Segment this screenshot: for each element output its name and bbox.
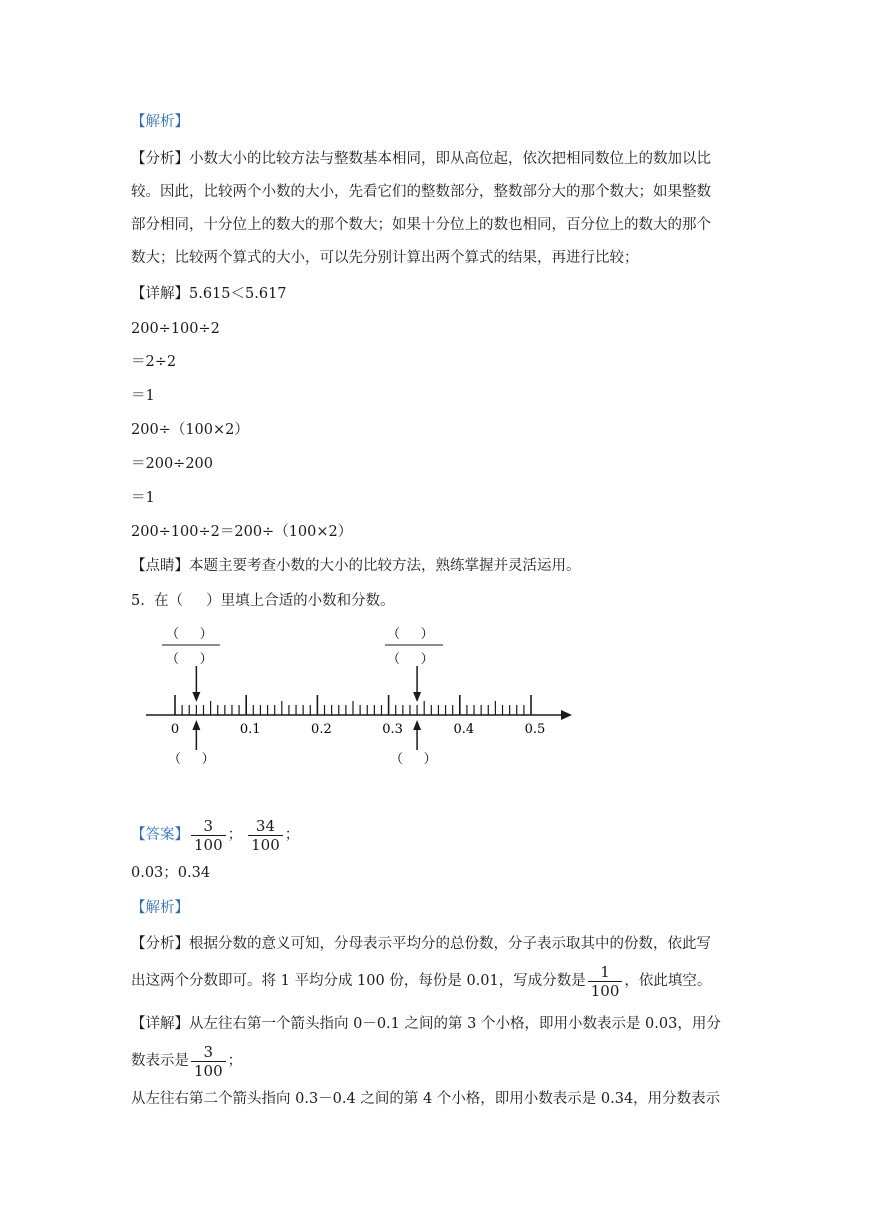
tick-label-0.3: 0.3 bbox=[382, 722, 403, 737]
answer-decimals: 0.03；0.34 bbox=[131, 865, 211, 881]
fenxi-text: 根据分数的意义可知，分母表示平均分的总份数，分子表示取其中的份数，依此写 bbox=[189, 936, 711, 952]
fenxi-line-4: 数大；比较两个算式的大小，可以先分别计算出两个算式的结果，再进行比较； bbox=[131, 250, 639, 266]
number-line-figure bbox=[140, 618, 580, 778]
jiexi-heading-2: 【解析】 bbox=[131, 900, 189, 916]
fenxi2-line-2 bbox=[131, 960, 741, 1002]
daan-label: 【答案】 bbox=[131, 827, 189, 843]
calc-step: ＝200÷200 bbox=[131, 456, 214, 472]
tick-label-0.5: 0.5 bbox=[524, 722, 546, 737]
fenxi-label: 【分析】 bbox=[131, 151, 189, 167]
calc-step: 200÷100÷2 bbox=[131, 321, 220, 337]
fraction-numerator: 3 bbox=[203, 816, 214, 835]
answer-fraction-2 bbox=[248, 817, 283, 854]
fraction-denominator: 100 bbox=[191, 1061, 226, 1080]
fenxi-text: 小数大小的比较方法与整数基本相同，即从高位起，依次把相同数位上的数加以比 bbox=[189, 151, 711, 167]
dianjing-line bbox=[131, 556, 741, 576]
answer-separator: ； bbox=[284, 827, 300, 843]
fraction-numerator: 3 bbox=[203, 1042, 214, 1061]
xiangjie-text: ； bbox=[227, 1053, 243, 1069]
xiangjie-label: 【详解】 bbox=[131, 286, 189, 302]
blank-denominator: （ ） bbox=[387, 652, 434, 667]
jiexi-heading: 【解析】 bbox=[131, 114, 189, 130]
blank-numerator: （ ） bbox=[166, 627, 213, 642]
fenxi-line-1 bbox=[131, 149, 741, 169]
answer-fraction-1 bbox=[191, 817, 226, 854]
fraction-numerator: 34 bbox=[255, 816, 275, 835]
calc-step: ＝1 bbox=[131, 490, 155, 506]
up-arrow-icon bbox=[413, 720, 421, 750]
xiangjie-text: 数表示是 bbox=[131, 1053, 189, 1069]
xiangjie-text: 从左往右第一个箭头指向 0－0.1 之间的第 3 个小格，即用小数表示是 0.03，用分 bbox=[189, 1016, 721, 1032]
fenxi-line-2: 较。因此，比较两个小数的大小，先看它们的整数部分，整数部分大的那个数大；如果整数 bbox=[131, 184, 711, 200]
fenxi-line-3: 部分相同，十分位上的数大的那个数大；如果十分位上的数也相同，百分位上的数大的那个 bbox=[131, 217, 711, 233]
tick-label-0.2: 0.2 bbox=[311, 722, 332, 737]
xiangjie-label: 【详解】 bbox=[131, 1016, 189, 1032]
xiangjie2-line-1 bbox=[131, 1014, 741, 1034]
axis-tick-labels bbox=[171, 722, 545, 737]
xiangjie-fraction bbox=[191, 1043, 226, 1080]
calc-step: ＝2÷2 bbox=[131, 354, 177, 370]
calc-step: ＝1 bbox=[131, 388, 155, 404]
fenxi-label: 【分析】 bbox=[131, 936, 189, 952]
tick-label-0.4: 0.4 bbox=[453, 722, 475, 737]
tick-label-0.1: 0.1 bbox=[239, 722, 261, 737]
fraction-numerator: 1 bbox=[600, 962, 610, 981]
fraction-blank-left bbox=[162, 627, 220, 667]
axis-arrow-icon bbox=[561, 710, 572, 720]
calc-conclusion: 200÷100÷2＝200÷（100×2） bbox=[131, 524, 353, 540]
answer-separator: ； bbox=[227, 827, 243, 843]
xiangjie2-line-2 bbox=[131, 1040, 741, 1082]
fraction-blank-right bbox=[385, 627, 443, 667]
fenxi-fraction bbox=[588, 963, 623, 1000]
pointer-arrows bbox=[192, 666, 421, 750]
xiangjie-line-1 bbox=[131, 284, 741, 304]
blank-numerator: （ ） bbox=[387, 627, 434, 642]
axis-ticks bbox=[175, 695, 531, 715]
tick-label-0: 0 bbox=[170, 722, 180, 737]
fraction-denominator: 100 bbox=[191, 835, 226, 854]
calc-step: 200÷（100×2） bbox=[131, 422, 249, 438]
answer-line bbox=[131, 814, 741, 856]
decimal-blank-left: （ ） bbox=[168, 752, 215, 767]
blank-denominator: （ ） bbox=[166, 652, 213, 667]
fenxi-text: 出这两个分数即可。将 1 平均分成 100 份，每份是 0.01，写成分数是 bbox=[131, 973, 586, 989]
question-5-text: 5. 在（ ）里填上合适的小数和分数。 bbox=[131, 593, 395, 609]
xiangjie2-line-3: 从左往右第二个箭头指向 0.3－0.4 之间的第 4 个小格，即用小数表示是 0.34，用分数表示 bbox=[131, 1091, 721, 1107]
up-arrow-icon bbox=[192, 720, 200, 750]
fraction-denominator: 100 bbox=[588, 981, 623, 1000]
fenxi2-line-1 bbox=[131, 934, 741, 954]
down-arrow-icon bbox=[413, 666, 421, 702]
decimal-blank-right: （ ） bbox=[390, 752, 437, 767]
fenxi-text: ，依此填空。 bbox=[624, 973, 712, 989]
fraction-denominator: 100 bbox=[248, 835, 283, 854]
down-arrow-icon bbox=[192, 666, 200, 702]
xiangjie-comparison: 5.615＜5.617 bbox=[189, 286, 287, 302]
dianjing-text: 本题主要考查小数的大小的比较方法，熟练掌握并灵活运用。 bbox=[189, 558, 581, 574]
dianjing-label: 【点睛】 bbox=[131, 558, 189, 574]
